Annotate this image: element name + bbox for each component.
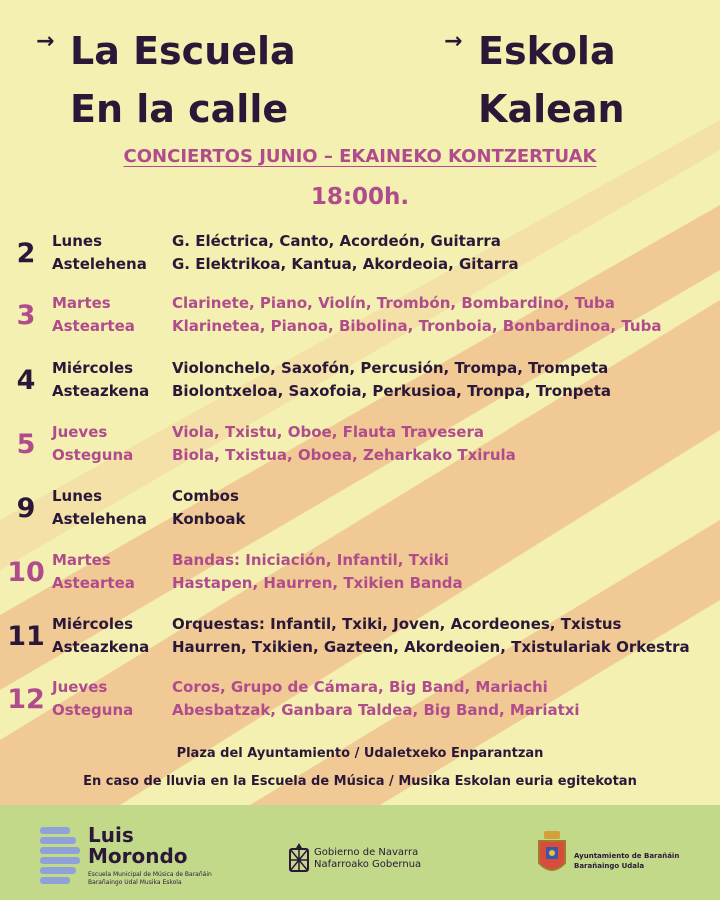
navarra-line1: Gobierno de Navarra [314, 847, 419, 858]
music-school-emblem-icon [40, 827, 84, 885]
ayuntamiento-line2: Barañaingo Udala [574, 862, 645, 870]
concert-hour: 18:00h. [310, 184, 410, 210]
title-eu-line2: Kalean [478, 87, 625, 131]
ayuntamiento-line1: Ayuntamiento de Barañáin [574, 852, 680, 860]
luis-morondo-sub-2: Barañaingo Udal Musika Eskola [88, 879, 182, 886]
instruments-eu: Haurren, Txikien, Gazteen, Akordeoien, Txistulariak Orkestra [172, 638, 690, 656]
instruments-es: G. Eléctrica, Canto, Acordeón, Guitarra [172, 232, 501, 250]
arrow-right-icon: → [444, 29, 463, 54]
instruments-eu: G. Elektrikoa, Kantua, Akordeoia, Gitarra [172, 255, 519, 273]
instruments-eu: Klarinetea, Pianoa, Bibolina, Tronboia, Bonbardinoa, Tuba [172, 317, 662, 335]
day-es: Jueves [52, 678, 108, 696]
instruments-es: Combos [172, 487, 239, 505]
instruments-es: Orquestas: Infantil, Txiki, Joven, Acordeones, Txistus [172, 615, 622, 633]
gobierno-navarra-logo [288, 843, 422, 877]
day-number: 3 [16, 300, 36, 331]
schedule-row [0, 549, 720, 599]
title-eu-line1: Eskola [478, 29, 616, 73]
day-eu: Asteartea [52, 574, 135, 592]
luis-morondo-name-1: Luis [88, 823, 134, 847]
luis-morondo-name-2: Morondo [88, 844, 188, 868]
instruments-es: Violonchelo, Saxofón, Percusión, Trompa, Trompeta [172, 359, 609, 377]
instruments-eu: Abesbatzak, Ganbara Taldea, Big Band, Mariatxi [172, 701, 580, 719]
title-es-line1: La Escuela [70, 29, 296, 73]
schedule-row [0, 613, 720, 663]
instruments-eu: Konboak [172, 510, 246, 528]
day-eu: Astelehena [52, 510, 147, 528]
luis-morondo-sub-1: Escuela Municipal de Música de Barañáin [88, 871, 212, 878]
day-es: Martes [52, 551, 111, 569]
day-es: Lunes [52, 487, 103, 505]
day-es: Lunes [52, 232, 103, 250]
instruments-es: Bandas: Iniciación, Infantil, Txiki [172, 551, 449, 569]
day-number: 5 [16, 429, 36, 460]
instruments-es: Coros, Grupo de Cámara, Big Band, Mariachi [172, 678, 548, 696]
schedule-row [0, 485, 720, 535]
day-number: 9 [16, 493, 36, 524]
schedule-row [0, 676, 720, 726]
day-eu: Asteazkena [52, 382, 150, 400]
instruments-eu: Biolontxeloa, Saxofoia, Perkusioa, Tronpa, Tronpeta [172, 382, 611, 400]
day-number: 2 [16, 238, 36, 269]
day-eu: Osteguna [52, 446, 134, 464]
day-number: 10 [7, 557, 45, 588]
baranain-coat-of-arms-icon [536, 831, 568, 879]
schedule-row [0, 357, 720, 407]
instruments-eu: Biola, Txistua, Oboea, Zeharkako Txirula [172, 446, 516, 464]
instruments-eu: Hastapen, Haurren, Txikien Banda [172, 574, 463, 592]
navarra-coat-of-arms-icon [288, 843, 310, 873]
day-number: 11 [7, 621, 45, 652]
footer-logos [0, 805, 720, 900]
schedule-row [0, 421, 720, 471]
day-eu: Osteguna [52, 701, 134, 719]
rain-notice: En caso de lluvia en la Escuela de Música / Musika Eskolan euria egitekotan [83, 774, 637, 789]
luis-morondo-logo [40, 823, 212, 889]
instruments-es: Clarinete, Piano, Violín, Trombón, Bombardino, Tuba [172, 294, 615, 312]
instruments-es: Viola, Txistu, Oboe, Flauta Travesera [172, 423, 484, 441]
navarra-line2: Nafarroako Gobernua [314, 859, 422, 870]
title-basque [444, 22, 625, 138]
day-eu: Astelehena [52, 255, 147, 273]
day-es: Jueves [52, 423, 108, 441]
day-number: 12 [7, 684, 45, 715]
subtitle: CONCIERTOS JUNIO – EKAINEKO KONTZERTUAK [123, 146, 597, 167]
day-es: Miércoles [52, 359, 134, 377]
day-es: Martes [52, 294, 111, 312]
day-eu: Asteartea [52, 317, 135, 335]
title-es-line2: En la calle [70, 87, 289, 131]
schedule-row [0, 230, 720, 280]
title-spanish [36, 22, 296, 138]
ayuntamiento-logo [536, 831, 680, 883]
venue-text: Plaza del Ayuntamiento / Udaletxeko Enparantzan [176, 746, 544, 761]
arrow-right-icon: → [36, 29, 55, 54]
day-eu: Asteazkena [52, 638, 150, 656]
day-number: 4 [16, 365, 36, 396]
day-es: Miércoles [52, 615, 134, 633]
schedule-row [0, 292, 720, 342]
